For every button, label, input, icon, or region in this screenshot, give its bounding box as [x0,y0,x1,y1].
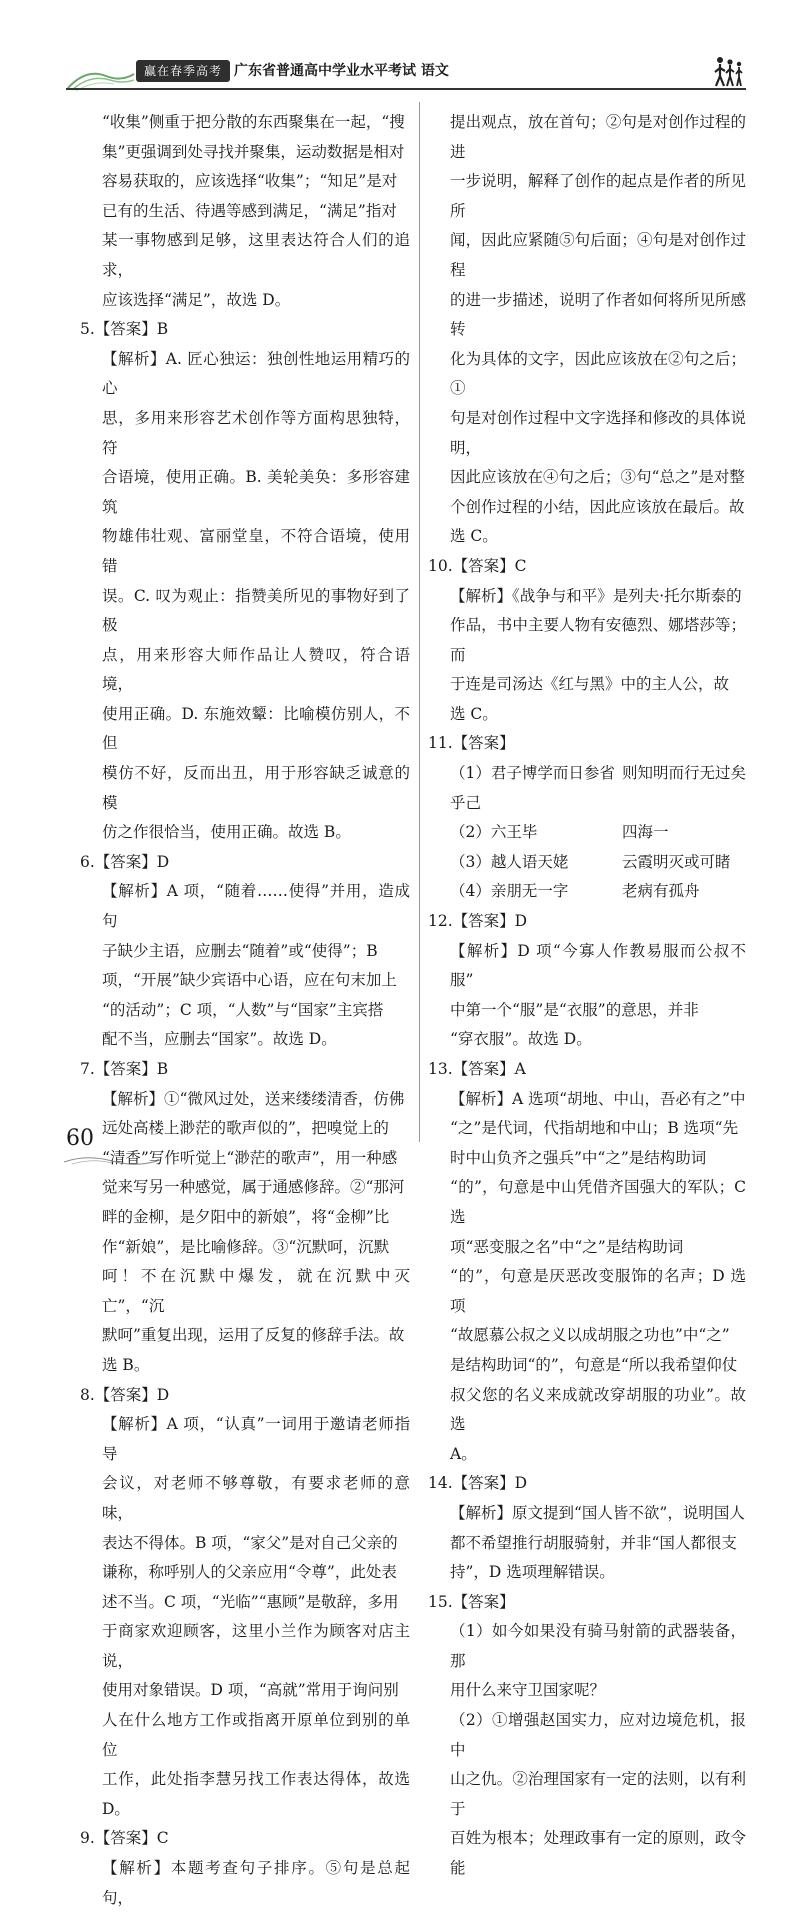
right-column [428,108,746,1884]
explanation-line: 叔父您的名义来成就改穿胡服的功业”。故选 [450,1385,746,1434]
question-answer-heading: 7.【答案】B [80,1060,169,1078]
explanation-line: “的”，句意是中山凭借齐国强大的军队；C 选 [450,1178,746,1226]
answer-pair-row [428,759,746,818]
explanation-line: 思，多用来形容艺术创作等方面构思独特，符 [102,408,410,457]
explanation-line: 项，“开展”缺少宾语中心语，应在句末加上 [102,971,397,990]
series-brand: 赢在春季高考 [136,60,230,82]
explanation-line: 合语境，使用正确。B. 美轮美奂：多形容建筑 [102,468,410,516]
explanation-line: 误。C. 叹为观止：指赞美所见的事物好到了极 [102,586,410,635]
explanation-line: 提出观点，放在首句；②句是对创作过程的进 [450,113,746,161]
explanation-line: 容易获取的，应该选择“收集”；“知足”是对 [102,172,398,191]
explanation-line: 【解析】D 项“今寡人作教易服而公叔不服” [450,941,746,990]
explanation-line: 使用对象错误。D 项，“高就”常用于询问别 [102,1681,399,1700]
explanation-line: 都不希望推行胡服骑射，并非“国人都很支 [450,1533,737,1552]
explanation-line: 中第一个“服”是“衣服”的意思，并非 [450,1000,699,1019]
explanation-line: 使用正确。D. 东施效颦：比喻模仿别人，不但 [102,704,410,753]
explanation-line: “清香”写作听觉上“渺茫的歌声”，用一种感 [102,1148,398,1167]
explanation-line: 选 B。 [102,1355,150,1374]
explanation-line: 仿之作很恰当，使用正确。故选 B。 [102,823,351,842]
explanation-line: 于商家欢迎顾客，这里小兰作为顾客对店主说， [102,1622,410,1670]
explanation-line: “的”，句意是厌恶改变服饰的名声；D 选项 [450,1267,746,1315]
explanation-line: A。 [450,1444,477,1463]
explanation-line: 句是对创作过程中文字选择和修改的具体说明， [450,408,746,457]
explanation-line: 觉来写另一种感觉，属于通感修辞。②“那河 [102,1178,405,1197]
explanation-line: 因此应该放在④句之后；③句“总之”是对整 [450,468,745,487]
explanation-line: 山之仇。②治理国家有一定的法则，以有利于 [450,1770,746,1818]
explanation-line: “收集”侧重于把分散的东西聚集在一起，“搜 [102,113,405,131]
answer-second-half: 老病有孤舟 [622,882,700,901]
header-title: 广东省普通高中学业水平考试 语文 [234,63,449,79]
page-number: 60 [66,1126,94,1151]
explanation-line: 远处高楼上渺茫的歌声似的”，把嗅觉上的 [102,1119,389,1138]
explanation-line: 物雄伟壮观、富丽堂皇，不符合语境，使用错 [102,527,410,575]
explanation-line: （2）①增强赵国实力，应对边境危机，报中 [450,1711,746,1759]
question-answer-heading: 11.【答案】 [428,734,515,753]
explanation-line: 【解析】原文提到“国人皆不欲”，说明国人 [450,1503,745,1522]
explanation-line: 用什么来守卫国家呢？ [450,1681,606,1700]
answer-first-half: （2）六王毕 [450,823,538,842]
explanation-line: 持”，D 选项理解错误。 [450,1563,615,1582]
explanation-line: 【解析】A 选项“胡地、中山，吾必有之”中 [450,1089,746,1108]
question-answer-heading: 10.【答案】C [428,556,527,575]
explanation-line: 作“新娘”，是比喻修辞。③“沉默呵，沉默 [102,1237,390,1256]
question-answer-heading: 6.【答案】D [80,852,170,871]
explanation-line: 已有的生活、待遇等感到满足，“满足”指对 [102,201,397,220]
explanation-line: 集”更强调到处寻找并聚集，运动数据是相对 [102,142,405,161]
answer-second-half: 则知明而行无过矣 [621,764,746,783]
explanation-line: 呵！不在沉默中爆发，就在沉默中灭亡”，“沉 [102,1267,410,1315]
answer-pair-row [428,877,746,907]
question-answer-heading: 13.【答案】A [428,1060,526,1078]
answer-first-half: （4）亲朋无一字 [450,882,569,901]
answer-second-half: 云霞明灭或可睹 [622,852,731,871]
explanation-line: 配不当，应删去“国家”。故选 D。 [102,1030,337,1049]
question-answer-heading: 8.【答案】D [80,1385,170,1404]
runners-icon [712,54,746,88]
explanation-line: 述不当。C 项，“光临”“惠顾”是敬辞，多用 [102,1592,399,1611]
explanation-line: 一步说明，解释了创作的起点是作者的所见所 [450,172,746,220]
explanation-line: 项“恶变服之名”中“之”是结构助词 [450,1237,684,1256]
explanation-line: 工作，此处指李慧另找工作表达得体，故选 D。 [102,1770,410,1818]
explanation-line: 时中山负齐之强兵”中“之”是结构助词 [450,1148,707,1167]
answer-first-half: （3）越人语天姥 [450,852,569,871]
explanation-line: 选 C。 [450,527,498,546]
question-answer-heading: 15.【答案】 [428,1592,515,1611]
explanation-line: 百姓为根本；处理政事有一定的原则，政令能 [450,1829,746,1878]
explanation-line: 【解析】《战争与和平》是列夫·托尔斯泰的 [450,586,742,605]
left-column [80,108,410,1913]
explanation-line: “的活动”；C 项，“人数”与“国家”主宾搭 [102,1000,384,1019]
explanation-line: “穿衣服”。故选 D。 [450,1030,592,1049]
header-rule [66,88,746,90]
explanation-line: 于连是司汤达《红与黑》中的主人公，故 [450,675,730,694]
question-answer-heading: 9.【答案】C [80,1829,169,1848]
explanation-line: 【解析】①“微风过处，送来缕缕清香，仿佛 [102,1089,405,1108]
question-answer-heading: 14.【答案】D [428,1474,528,1493]
explanation-line: 化为具体的文字，因此应该放在②句之后；① [450,349,746,398]
question-answer-heading: 5.【答案】B [80,320,169,339]
explanation-line: 默呵”重复出现，运用了反复的修辞手法。故 [102,1326,405,1345]
explanation-line: 【解析】A 项，“认真”一词用于邀请老师指导 [102,1415,410,1463]
explanation-line: 【解析】A 项，“随着……使得”并用，造成句 [102,882,410,931]
explanation-line: “之”是代词，代指胡地和中山；B 选项“先 [450,1119,739,1138]
explanation-line: 应该选择“满足”，故选 D。 [102,290,291,309]
footer-flourish-icon [62,1152,162,1170]
explanation-line: 的进一步描述，说明了作者如何将所见所感转 [450,290,746,339]
explanation-line: 【解析】本题考查句子排序。⑤句是总起句， [102,1859,410,1907]
answer-second-half: 四海一 [622,823,669,842]
explanation-line: 个创作过程的小结，因此应该放在最后。故 [450,497,745,516]
question-answer-heading: 12.【答案】D [428,912,528,931]
answer-pair-row [428,818,746,848]
explanation-line: 谦称，称呼别人的父亲应用“令尊”，此处表 [102,1563,397,1582]
explanation-line: 人在什么地方工作或指离开原单位到别的单位 [102,1711,410,1759]
answer-first-half: （1）君子博学而日参省乎己 [450,764,615,812]
answer-pair-row [428,848,746,878]
explanation-line: 某一事物感到足够，这里表达符合人们的追求， [102,231,410,279]
explanation-line: 畔的金柳，是夕阳中的新娘”，将“金柳”比 [102,1207,390,1226]
explanation-line: 【解析】A. 匠心独运：独创性地运用精巧的心 [102,349,410,398]
explanation-line: 是结构助词“的”，句意是“所以我希望仰仗 [450,1355,738,1374]
explanation-line: 子缺少主语，应删去“随着”或“使得”；B [102,941,378,960]
explanation-line: 闻，因此应紧随⑤句后面；④句是对创作过程 [450,231,746,279]
explanation-line: 会议，对老师不够尊敬，有要求老师的意味， [102,1474,410,1522]
explanation-line: 表达不得体。B 项，“家父”是对自己父亲的 [102,1533,398,1552]
explanation-line: 点，用来形容大师作品让人赞叹，符合语境， [102,645,410,694]
explanation-line: 选 C。 [450,704,498,723]
explanation-line: （1）如今如果没有骑马射箭的武器装备，那 [450,1622,746,1670]
explanation-line: “故愿慕公叔之义以成胡服之功也”中“之” [450,1326,730,1345]
explanation-line: 模仿不好，反而出丑，用于形容缺乏诚意的模 [102,764,410,812]
explanation-line: 作品，书中主要人物有安德烈、娜塔莎等；而 [450,616,746,664]
column-divider [419,102,420,1142]
page-header [66,52,746,96]
